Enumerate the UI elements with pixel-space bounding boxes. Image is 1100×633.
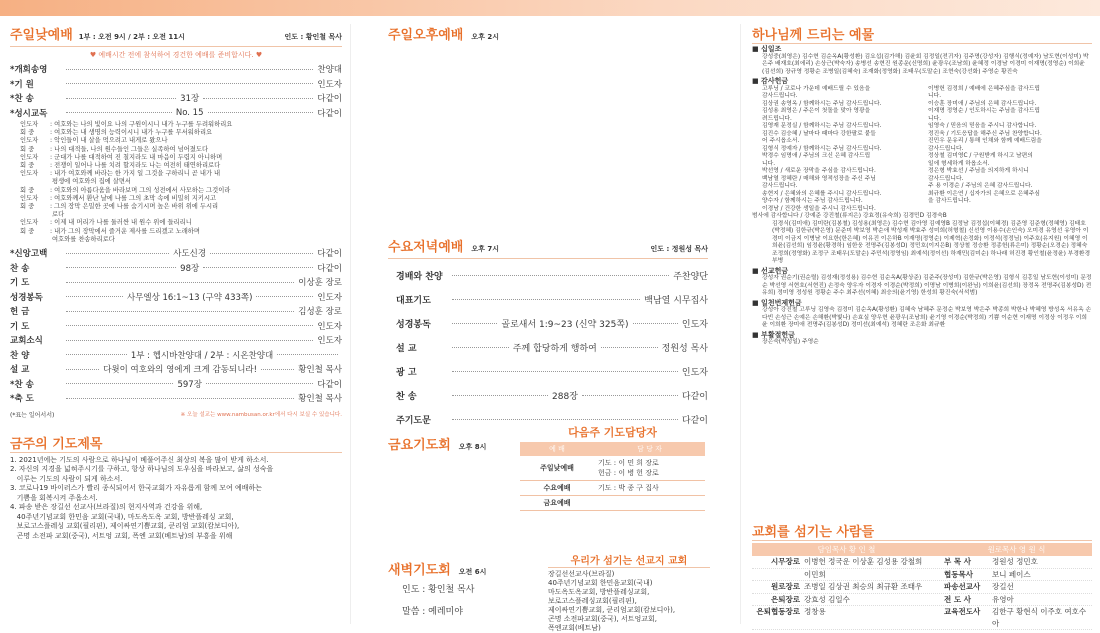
mission-church: 보로고스플레싱교회(필리핀),: [548, 597, 637, 605]
thanks-line: 을 감사드립니다.: [928, 198, 971, 204]
staff-role: 협동목사: [944, 569, 973, 579]
dawn-leader: 인도 : 황인철 목사: [402, 585, 475, 595]
thanks-line: 박선영 / 새로운 장막을 주심을 감사드립니다.: [762, 168, 876, 174]
staff-section: [752, 521, 1092, 630]
mission-church: 40주년기념교회 한민음교회(국내): [548, 579, 653, 587]
thanks-line: 니다.: [928, 93, 942, 99]
staff-title: 교회를 섬기는 사람들: [752, 525, 875, 540]
order-leader: 주찬양단: [673, 271, 708, 282]
responsive-speaker: 회 중: [20, 145, 35, 153]
prayer-item: 이루는 기도의 사람이 되게 하소서.: [10, 474, 123, 483]
responsive-text: : 군대가 나를 대적하여 진 칠지라도 내 마음이 두렵지 아니하며: [50, 153, 223, 161]
order-leader: 인도자: [681, 319, 708, 330]
order-leader: 찬양대: [317, 65, 342, 76]
order-leader: 다같이: [317, 94, 343, 105]
mission-church: 장길선선교사(브라질): [548, 570, 615, 578]
order-label: 설 교: [10, 365, 30, 376]
staff-names: 정창용: [804, 607, 826, 616]
order-label: *찬 송: [10, 94, 34, 105]
staff-role: 교육전도사: [944, 607, 981, 616]
thanks-line: 정은형 박효선 / 주님을 의지하게 하시니: [928, 168, 1029, 174]
order-label: 주기도문: [396, 415, 431, 426]
prayer-item: 4. 파송 받은 장길선 선교사(브라질)의 현지사역과 건강을 위해,: [10, 503, 203, 512]
order-row: [10, 333, 342, 348]
prayer-item: 곤명 소전파 교회(중국), 서트엉 교회, 폭엔 교회(베트남)의 부흥을 위해: [10, 531, 233, 540]
responsive-text: 평생에 여호와의 집에 살면서: [50, 178, 131, 186]
order-row: [10, 348, 342, 363]
dawn-words: 말씀 : 예레미야: [402, 607, 463, 617]
responsive-line: [20, 187, 342, 195]
dot-leader: [66, 69, 313, 70]
mission-offering-names: 강성자 권순기(권순렬) 김성재(정성용) 김수현 김순옥A(황상준) 김준주(장성미) 김한규(박은영) 김형식 김홍일 남도현(이성미) 문정순 박선영 서현호(서현진) 손정숙 양우자 이경자 이경순(박정희) 이명남 이병희(이완님) 이희윤(김선희) 장정옥 전명주(김봉성D) 전유희) 정미영 정성원 정황순 주수 최주선(이혜) 최승의(윤기영) 한성희 황진숙(서석범): [762, 275, 1092, 296]
dot-leader: [452, 275, 669, 276]
order-row: [10, 91, 342, 106]
next-row: [520, 496, 705, 511]
responsive-reading: [20, 121, 342, 244]
thanks-line: 김영재 문정실 / 함께하시는 주님 감사드립니다.: [762, 123, 882, 129]
mission-church: 마도옥도옥교회, 방반플레싱교회,: [548, 588, 650, 596]
next-person: 기도 : 이 민 희 장로: [598, 459, 659, 467]
thanks-line: 감사드립니다.: [762, 93, 798, 99]
order-label: 찬 양: [10, 350, 30, 361]
staff-names: 이민희: [804, 569, 826, 579]
responsive-text: 여호와를 찬송하리로다: [50, 235, 115, 243]
staff-role: 시무장로: [771, 557, 800, 566]
order-label: 광 고: [396, 367, 417, 378]
dawn-title: 새벽기도회: [388, 563, 451, 578]
thanks-line: 김형식 정예자 / 함께하시는 주님 감사드립니다.: [762, 145, 882, 152]
order-row: [10, 106, 342, 121]
order-content: 주께 합당하게 행하여: [512, 343, 597, 354]
responsive-speaker: 인도자: [20, 153, 39, 161]
thanks-line: 이경남 / 건강한 생일을 주시니 감사드립니다.: [762, 205, 876, 212]
order-label: 기 도: [10, 278, 30, 289]
mission-church: 폭엔교회(베트남): [548, 624, 601, 632]
thanks-line: 진민우 문유리 / 통해 인채와 함께 예배드림을: [928, 138, 1042, 144]
thanks-line: 김진수 김승혜 / 날마다 때마다 강한팔로 붙들: [762, 130, 876, 137]
order-leader: 인도자: [317, 79, 342, 90]
order-row: [396, 335, 708, 359]
staff-row: [752, 581, 1092, 594]
responsive-text: : 이제 내 머리가 나를 둘러싼 내 원수 위에 들리리니: [50, 219, 192, 227]
thanks-line: 니다.: [928, 115, 942, 122]
responsive-line: [20, 121, 342, 129]
next-people: [594, 481, 705, 496]
evening-time: 오후 7시: [471, 245, 499, 253]
thanks-line: 감사드립니다.: [762, 183, 798, 189]
thanks-line: 이병헌 김정희 / 예배에 은혜주심을 감사드립: [928, 85, 1040, 92]
dot-leader: [66, 112, 172, 113]
dot-leader: [66, 296, 123, 297]
dot-leader: [633, 323, 678, 324]
staff-role: 은퇴협동장로: [756, 607, 800, 616]
order-row: [396, 287, 708, 311]
order-label: *개회송영: [10, 65, 48, 76]
thanks-line: 이재명 정영순 / 인도하시는 주님을 감사드립: [928, 108, 1040, 114]
dot-leader: [66, 98, 176, 99]
thanks-line: 니다.: [762, 160, 776, 167]
next-table: [520, 442, 705, 511]
dawn-time: 오전 6시: [458, 568, 487, 576]
easter-offering-title: ■ 부활절헌금: [752, 330, 795, 339]
dot-leader: [206, 383, 313, 384]
dot-leader: [66, 354, 127, 355]
responsive-line: [20, 203, 342, 211]
mission-offering-title: ■ 선교헌금: [752, 266, 789, 275]
order-leader: 이상훈 장로: [298, 278, 342, 289]
staff-row: [752, 594, 1092, 607]
thanks-line: 정진욱 / 기도응답을 해주신 주님 찬양합니다.: [928, 130, 1042, 137]
dot-leader: [66, 83, 313, 84]
dot-leader: [203, 267, 313, 268]
responsive-speaker: 인도자: [20, 194, 39, 202]
dot-leader: [66, 311, 294, 312]
order-row: [10, 261, 342, 276]
order-label: *찬 송: [10, 379, 34, 390]
prayer-item: 40주년기념교회 한민음 교회(국내), 마도옥도옥 교회, 방반플레싱 교회,: [10, 512, 234, 521]
next-service: 수요예배: [520, 481, 594, 496]
afternoon-title: 주일오후예배: [388, 28, 464, 43]
thanks-line: 김상권 송영옥 / 함께하시는 주님 감사드립니다.: [762, 100, 882, 107]
next-head-service: 예 배: [520, 442, 594, 456]
staff-names: 조병일 김상권 최승의 최규환 조태우: [804, 582, 923, 591]
staff-role: 원로장로: [771, 582, 800, 591]
responsive-speaker: 인도자: [20, 170, 39, 178]
mission-church: 제이싸연기쁨교회, 쿤리엄교회(캄보디아),: [548, 606, 676, 614]
responsive-line: [20, 146, 342, 154]
dot-leader: [601, 347, 658, 348]
staff-names: 보니 페이스: [992, 569, 1031, 579]
evening-title: 수요저녁예배: [388, 240, 464, 255]
morning-order-list-1: [10, 62, 342, 120]
responsive-text: : 악인들이 내 살을 먹으려고 내게로 왔으나: [50, 137, 168, 145]
thanks-title: ■ 감사헌금: [752, 77, 789, 85]
responsive-line: [20, 178, 342, 186]
responsive-line: [20, 236, 342, 244]
missions-list: [548, 570, 710, 633]
order-content: 사무엘상 16:1~13 (구약 433쪽): [126, 292, 253, 303]
order-label: *신앙고백: [10, 249, 48, 260]
order-row: [396, 359, 708, 383]
dot-leader: [261, 369, 294, 370]
next-service: 주일낮예배: [520, 456, 594, 481]
mission-church: 곤명 소전파교회(중국), 서트엉교회,: [548, 615, 658, 623]
thanks-line: 송현지 / 은혜와의 은혜를 주시니 감사드립니다.: [762, 190, 882, 197]
order-row: [10, 377, 342, 392]
order-row: [10, 362, 342, 377]
responsive-text: : 나의 대적들, 나의 원수들인 그들은 실족하여 넘어졌도다: [50, 145, 209, 153]
thanks-line: 최규환 이은연 / 십자가의 은혜으로 은혜주심: [928, 190, 1040, 197]
staff-head-right: 원로목사 영 원 식: [987, 545, 1046, 554]
order-label: 헌 금: [10, 307, 30, 318]
order-label: 찬 송: [10, 263, 30, 274]
responsive-text: : 여호와는 나의 빛이요 나의 구원이시니 내가 누구를 두려워하리요: [50, 121, 233, 128]
dot-leader: [452, 395, 548, 396]
next-person: 헌금 : 이 병 헌 장로: [598, 469, 659, 477]
dot-leader: [582, 395, 678, 396]
next-row: [520, 456, 705, 481]
top-accent-bar: [0, 0, 1100, 16]
next-head-person: 담 당 자: [594, 442, 705, 456]
thanks-line: 주 용 이경순 / 주님의 은혜 감사드립니다.: [928, 183, 1033, 189]
responsive-text: 로다: [50, 211, 65, 219]
order-leader: 황인철 목사: [298, 365, 343, 376]
responsive-text: : 그의 장막 은밀한 곳에 나를 숨기시며 높은 바위 위에 두시리: [50, 203, 219, 211]
dot-leader: [256, 296, 313, 297]
staff-names: 장길선: [992, 582, 1014, 591]
staff-rows: [752, 556, 1092, 630]
thanks-line: 어 주시옵소서.: [762, 138, 800, 144]
prayer-title: 금주의 기도제목: [10, 436, 103, 452]
order-row: [10, 391, 342, 406]
thanks-line: 감사드립니다.: [928, 175, 964, 182]
responsive-speaker: 인도자: [20, 219, 39, 227]
pastor-more: 김경식(김미애) 김미란(김봉철) 김성용(최영은) 김수현 김아영 김예영B 김정남 김정섭(이혜경) 김준영 김준형(정혜영) 김태호(박정혜) 김한규(박은영) 문준미 박보영 박순애 박성재 박효주 성미희(허형철) 신선영 이용수(손인숙) 오미경 유영선 유영아 이경미 이금지 이병남 이요한(한은혜) 이유진 이은하B 이재명(정영순) 이제혁(손정화) 이정석(정정님) 이주호(유지원) 이혜영 이희윤(김선희) 임정윤(황경하) 임한웅 전명주(김봉성D) 정민호(이지은B) 정상철 정승환 정종헌(류은미) 정황순(오경순) 정혜숙 조정희(정영화) 조정구 조태우(도말순) 주민석(정영임) 최예석(정이선) 하재민(김미순) 하나래 허진경 황인철(윤정윤) 부경환경 부병: [772, 220, 1091, 264]
order-content: No. 15: [175, 107, 204, 118]
missions-title: 우리가 섬기는 선교지 교회: [548, 552, 710, 568]
responsive-speaker: 회 중: [20, 129, 35, 137]
thanks-line: 려드립니다.: [762, 115, 792, 122]
dot-leader: [452, 299, 640, 300]
prayer-item: 보로고스플레싱 교회(필리핀), 제이싸연기쁨교회, 쿤리엄 교회(캄보디아),: [10, 522, 240, 531]
order-leader: 황인철 목사: [298, 394, 342, 405]
responsive-line: [20, 154, 342, 162]
dot-leader: [452, 419, 678, 420]
dot-leader: [452, 323, 497, 324]
next-service: 금요예배: [520, 496, 594, 511]
staff-role: 은퇴장로: [771, 594, 800, 604]
order-label: 경배와 찬양: [396, 271, 443, 282]
offering-section: [752, 24, 1092, 628]
dot-leader: [208, 112, 314, 113]
responsive-speaker: 회 중: [20, 227, 35, 235]
dot-leader: [66, 253, 169, 254]
responsive-text: : 전쟁이 일어나 나를 치려 할지라도 나는 여전히 태연하리로다: [50, 162, 221, 170]
friday-title: 금요기도회: [388, 438, 451, 453]
staff-names: 김한구 황현식 이주호 여호수아: [992, 607, 1087, 628]
staff-head-left: 담임목사 황 인 철: [817, 545, 876, 554]
thanks-line: 일에 형세하게 하옵소서.: [928, 160, 990, 167]
thanks-right: [928, 86, 1088, 214]
order-leader: 인도자: [317, 321, 342, 332]
dot-leader: [452, 371, 678, 372]
order-leader: 김성훈 장로: [298, 307, 342, 318]
dot-leader: [66, 383, 173, 384]
order-content: 사도신경: [173, 249, 207, 260]
order-content: 1부 : 헵시바찬양대 / 2부 : 시온찬양대: [130, 350, 274, 361]
afternoon-time: 오후 2시: [471, 33, 499, 41]
thanks-line: 백남열 정혜란 / 매해와 영적성장을 주신 주님: [762, 175, 876, 182]
responsive-text: : 여호와께서 환난 날에 나를 그의 초막 속에 비밀히 지키시고: [50, 194, 217, 202]
tithe-title: ■ 십일조: [752, 45, 782, 53]
order-label: 성경봉독: [396, 319, 431, 330]
order-leader: 다같이: [681, 391, 708, 402]
order-row: [10, 290, 342, 305]
next-title: 다음주 기도담당자: [568, 426, 657, 439]
order-row: [396, 311, 708, 335]
order-row: [10, 77, 342, 92]
staff-role: 파송선교사: [944, 582, 981, 591]
morning-notice: ♥ 예배시간 전에 참석하여 경건한 예배를 준비합시다. ♥: [89, 51, 263, 59]
thanks-line: 양수자 / 함께하시는 주님 감사드립니다.: [762, 198, 863, 204]
prayer-item: 3. 코로나19 바이러스가 빨리 종식되어서 한국교회가 자유롭게 함께 모여 예배하는: [10, 484, 262, 493]
staff-names: 유영아: [992, 594, 1014, 604]
dot-leader: [203, 98, 313, 99]
pastor-line: 범사에 감사합니다 / 강예준 강진철(류지은) 강효정(유숙희) 김경민D 김경숙B: [752, 213, 947, 219]
order-leader: 정원성 목사: [661, 343, 708, 354]
responsive-speaker: 회 중: [20, 162, 35, 170]
friday-time: 오후 8시: [458, 443, 487, 451]
order-content: 다윗이 여호와의 영에게 크게 감동되니라!: [103, 365, 258, 376]
evening-leader: 인도 : 정원성 목사: [650, 245, 708, 253]
order-content: 597장: [177, 379, 202, 390]
dot-leader: [66, 369, 99, 370]
order-label: 기 도: [10, 321, 30, 332]
order-label: 찬 송: [396, 391, 417, 402]
order-leader: 백남열 시무집사: [644, 295, 708, 306]
staff-row: [752, 606, 1092, 630]
staff-role: [752, 569, 804, 581]
offering-title: 하나님께 드리는 예물: [752, 28, 875, 43]
dot-leader: [277, 354, 338, 355]
order-label: 설 교: [396, 343, 417, 354]
order-leader: 인도자: [317, 292, 343, 303]
responsive-speaker: 인도자: [20, 121, 39, 128]
build-offering-names: 강성아 강진철 고루닝 김영숙 김정미 김순옥A(황성환) 김혜숙 남혜주 문정순 박보영 박은주 박종희 박한나 박혜영 방성옥 서유옥 손다빈 손성근 손예은 손해환(박빛나) 손효실 양우현 윤광우(조남희) 윤기영 이경순(박정희) 기쁨 이순현 이재명 이정상 이정우 이희윤 이희환 장미애 전명주(김봉성D) 정미선(최예석) 정혜란 조은화 최규환: [762, 307, 1092, 328]
next-row: [520, 481, 705, 496]
responsive-speaker: 회 중: [20, 203, 35, 211]
morning-order-list-2: [10, 246, 342, 406]
dot-leader: [66, 282, 294, 283]
dot-leader: [210, 253, 313, 254]
sermon-replay-note: ※ 오늘 설교는 www.nambusan.or.kr에서 다시 보실 수 있습니다.: [180, 411, 342, 418]
thanks-line: 이승훈 장미애 / 주님의 은혜 감사드립니다.: [928, 100, 1037, 107]
middle-column: [388, 24, 708, 632]
order-row: [10, 304, 342, 319]
responsive-line: [20, 228, 342, 236]
order-content: 98장: [180, 263, 200, 274]
order-row: [10, 319, 342, 334]
thanks-line: 고루닝 / 코로나 가운데 예배드릴 수 있음을: [762, 85, 871, 92]
responsive-line: [20, 137, 342, 145]
dot-leader: [66, 325, 313, 326]
morning-times: 1부 : 오전 9시 / 2부 : 오전 11시: [78, 33, 185, 41]
order-leader: 인도자: [317, 336, 342, 347]
order-label: 대표기도: [396, 295, 431, 306]
thanks-line: 박경수 임명애 / 주님의 크신 은혜 감사드립: [762, 153, 871, 159]
evening-order-list: [396, 263, 708, 431]
prayer-item: 1. 2021년에는 기도의 사람으로 하나님이 베풀어주신 최상의 복을 많이 받게 하소서.: [10, 455, 269, 464]
next-person: 기도 : 박 종 구 집사: [598, 484, 659, 492]
next-week-prayer-box: [520, 424, 705, 511]
order-content: 288장: [552, 391, 578, 402]
responsive-text: : 여호와는 내 생명의 능력이시니 내가 누구를 무서워하리요: [50, 129, 213, 137]
responsive-line: [20, 219, 342, 227]
dot-leader: [452, 347, 509, 348]
next-people: [594, 456, 705, 481]
staff-names: 이병헌 정국운 이상훈 김성용 강철희: [804, 557, 923, 566]
prayer-item: 기쁨을 회복시켜 주옵소서.: [10, 493, 98, 502]
responsive-text: : 내가 여호와께 바라는 한 가지 일 그것을 구하리니 곧 내가 내: [50, 170, 221, 178]
order-leader: 다같이: [317, 249, 342, 260]
morning-title: 주일낮예배: [10, 28, 73, 43]
thanks-line: 정상철 김미영C / 구원받게 하시고 남편의: [928, 153, 1033, 159]
order-leader: 인도자: [681, 367, 708, 378]
order-label: *성시교독: [10, 108, 48, 119]
staff-names: 정원성 정민호: [992, 557, 1038, 566]
order-row: [396, 383, 708, 407]
order-label: 성경봉독: [10, 292, 43, 303]
dot-leader: [66, 340, 313, 341]
prayer-list: [10, 456, 342, 542]
next-people: [594, 496, 705, 511]
order-label: *축 도: [10, 394, 34, 405]
mission-churches: [548, 552, 710, 633]
tithe-names: 강성중(최영은) 김수현 김순옥A(황성환) 김요섭(김가해) 김윤회 김정일(전귀자) 김주명(강성자) 김행식(정예자) 남도현(이성미) 박은주 배재호(최에리) 손상근(박숙자) 송병선 송현진 원종운(신명희) 윤광우(조남희) 윤혜정 이경남 이경미 이재명(정영순) 이희윤(김선희) 장규영 정황순 조병일(김혜숙) 조재화(정영화) 조태우(도말순) 조현숙(강선화) 주영순 황진숙: [762, 53, 1089, 75]
responsive-line: [20, 162, 342, 170]
order-row: [396, 263, 708, 287]
staff-row: [752, 556, 1092, 569]
thanks-left: [762, 86, 922, 214]
order-label: 교회소식: [10, 336, 43, 347]
order-row: [10, 275, 342, 290]
staff-role: 부 목 사: [944, 557, 971, 566]
responsive-speaker: 인도자: [20, 137, 39, 145]
order-leader: 다같이: [317, 379, 343, 390]
easter-offering-names: 장은숙(박성일) 주영순: [762, 339, 819, 345]
stand-note: (*표는 일어서서): [10, 411, 55, 419]
staff-row: [752, 569, 1092, 582]
order-content: 골로새서 1:9~23 (신약 325쪽): [501, 319, 629, 330]
morning-worship-section: [10, 24, 342, 541]
dot-leader: [66, 267, 176, 268]
thanks-line: 감사드립니다.: [928, 145, 964, 152]
staff-names: 강효성 김일수: [804, 594, 850, 604]
responsive-line: [20, 195, 342, 203]
responsive-speaker: 회 중: [20, 186, 35, 194]
prayer-item: 2. 자신의 지경을 넓혀주시기를 구하고, 항상 하나님의 도우심을 바라보고, 삶의 성숙을: [10, 465, 274, 474]
staff-role: 전 도 사: [944, 594, 971, 604]
responsive-text: : 내가 그의 장막에서 즐거운 제사를 드리겠고 노래하며: [50, 227, 200, 235]
build-offering-title: ■ 일천번제헌금: [752, 298, 802, 307]
order-row: [10, 246, 342, 261]
responsive-text: : 여호와의 아름다움을 바라보며 그의 성전에서 사모하는 그것이라: [50, 186, 231, 194]
dot-leader: [66, 398, 294, 399]
thanks-line: 김성용 최영은 / 주은이 첫돌을 맞아 영광을: [762, 108, 871, 114]
morning-leader: 인도 : 황인철 목사: [284, 33, 342, 41]
order-content: 31장: [180, 94, 200, 105]
order-row: [10, 62, 342, 77]
order-leader: 다같이: [681, 415, 708, 426]
order-label: *기 원: [10, 79, 34, 90]
order-leader: 다같이: [317, 263, 343, 274]
thanks-line: 임영숙 / 믿음의 믿음을 주시니 감사합니다.: [928, 123, 1037, 129]
order-leader: 다같이: [317, 108, 342, 119]
